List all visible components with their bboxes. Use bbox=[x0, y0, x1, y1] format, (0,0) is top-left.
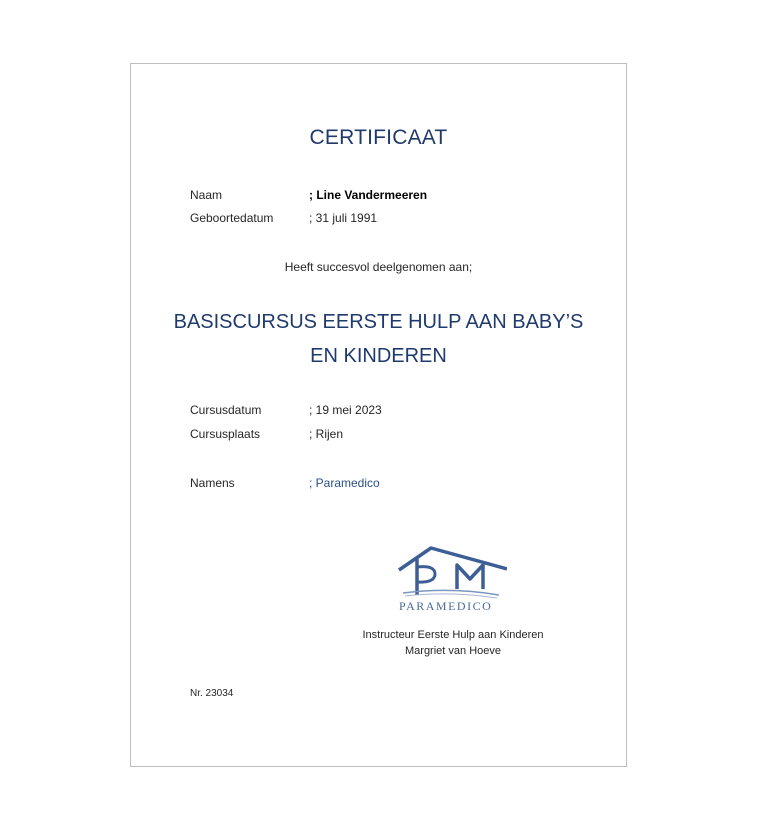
course-date-value: ; 19 mei 2023 bbox=[309, 403, 382, 417]
course-date-label: Cursusdatum bbox=[190, 403, 262, 417]
course-place-label: Cursusplaats bbox=[190, 427, 261, 441]
on-behalf-label: Namens bbox=[190, 476, 235, 490]
birthdate-row bbox=[190, 211, 377, 225]
on-behalf-value: ; Paramedico bbox=[309, 476, 380, 490]
name-label: Naam bbox=[190, 188, 223, 202]
on-behalf-row bbox=[190, 476, 380, 490]
course-place-value: ; Rijen bbox=[309, 427, 344, 441]
course-title bbox=[131, 305, 626, 373]
course-title-line2: EN KINDEREN bbox=[310, 345, 447, 367]
certificate-number: Nr. 23034 bbox=[190, 688, 234, 699]
logo-text: PARAMEDICO bbox=[399, 599, 493, 613]
name-value: ; Line Vandermeeren bbox=[309, 188, 428, 202]
name-row bbox=[190, 188, 427, 202]
course-date-row bbox=[190, 403, 382, 417]
certificate-page bbox=[130, 63, 627, 767]
instructor-role: Instructeur Eerste Hulp aan Kinderen bbox=[362, 629, 544, 641]
course-place-row bbox=[190, 427, 343, 441]
intro-text: Heeft succesvol deelgenomen aan; bbox=[284, 260, 473, 274]
birthdate-label: Geboortedatum bbox=[190, 211, 274, 225]
course-title-line1: BASISCURSUS EERSTE HULP AAN BABY’S bbox=[173, 311, 584, 333]
instructor-block bbox=[323, 627, 583, 659]
instructor-name: Margriet van Hoeve bbox=[405, 645, 501, 657]
certificate-title: CERTIFICAAT bbox=[309, 126, 448, 149]
birthdate-value: ; 31 juli 1991 bbox=[309, 211, 378, 225]
